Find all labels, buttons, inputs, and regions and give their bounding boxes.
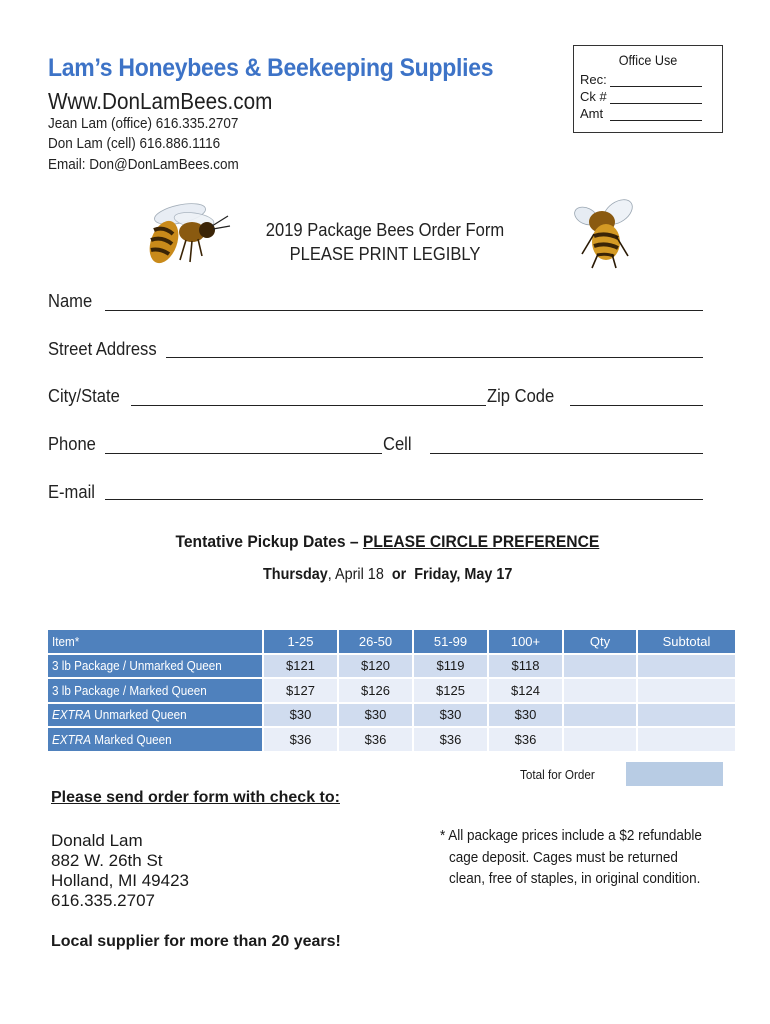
address-phone: 616.335.2707 [51, 891, 155, 910]
item-name: EXTRA Marked Queen [48, 728, 262, 751]
office-phone: Jean Lam (office) 616.335.2707 [48, 115, 239, 132]
price-cell: $121 [264, 655, 337, 678]
email-contact: Email: Don@DonLamBees.com [48, 156, 239, 173]
price-cell: $30 [339, 704, 412, 727]
cell-field[interactable] [430, 453, 703, 454]
city-state-field[interactable] [131, 405, 486, 406]
pickup-or: or [391, 566, 407, 583]
price-cell: $124 [489, 679, 562, 702]
price-cell: $36 [264, 728, 337, 751]
price-table [46, 628, 737, 753]
email-label: E-mail [48, 482, 95, 502]
pickup-emphasis: PLEASE CIRCLE PREFERENCE [362, 532, 600, 551]
table-row [48, 679, 735, 702]
cell-phone: Don Lam (cell) 616.886.1116 [48, 135, 221, 152]
table-row [48, 704, 735, 727]
qty-input[interactable] [564, 655, 636, 678]
office-check-line[interactable] [610, 103, 702, 104]
pickup-dates [41, 566, 734, 584]
email-field[interactable] [105, 499, 703, 500]
qty-input[interactable] [564, 728, 636, 751]
office-amount-line[interactable] [610, 120, 702, 121]
price-cell: $118 [489, 655, 562, 678]
city-state-label: City/State [48, 386, 120, 406]
office-check-label: Ck # [580, 89, 607, 104]
table-header-row [48, 630, 735, 653]
qty-input[interactable] [564, 679, 636, 702]
pickup-day-thursday[interactable]: Thursday [262, 566, 328, 583]
price-cell: $36 [489, 728, 562, 751]
item-name: EXTRA Unmarked Queen [48, 704, 262, 727]
form-subtitle: PLEASE PRINT LEGIBLY [289, 244, 481, 264]
local-supplier-tagline: Local supplier for more than 20 years! [51, 933, 341, 950]
header-26-50: 26-50 [339, 630, 412, 653]
pickup-date-may[interactable]: Friday, May 17 [414, 566, 513, 583]
name-field[interactable] [105, 310, 703, 311]
subtotal-input[interactable] [638, 704, 735, 727]
cell-label: Cell [383, 434, 412, 454]
office-amount-label: Amt [580, 106, 604, 121]
header-1-25: 1-25 [264, 630, 337, 653]
street-label: Street Address [48, 339, 157, 359]
office-rec-label: Rec: [580, 72, 607, 87]
company-name: Lam’s Honeybees & Beekeeping Supplies [48, 54, 494, 82]
price-cell: $119 [414, 655, 487, 678]
pickup-title [33, 532, 741, 552]
header-qty: Qty [564, 630, 636, 653]
address-name: Donald Lam [51, 831, 143, 850]
header-subtotal: Subtotal [638, 630, 735, 653]
price-cell: $30 [264, 704, 337, 727]
header-item: Item* [48, 630, 262, 653]
price-cell: $30 [414, 704, 487, 727]
header-100-plus: 100+ [489, 630, 562, 653]
price-cell: $120 [339, 655, 412, 678]
price-cell: $30 [489, 704, 562, 727]
deposit-note-line: cage deposit. Cages must be returned [449, 849, 678, 866]
total-input[interactable] [626, 762, 723, 786]
item-name: 3 lb Package / Unmarked Queen [48, 655, 262, 678]
table-row [48, 655, 735, 678]
item-name: 3 lb Package / Marked Queen [48, 679, 262, 702]
office-use-title: Office Use [618, 52, 678, 68]
deposit-note-line: * All package prices include a $2 refundable [440, 827, 702, 844]
subtotal-input[interactable] [638, 655, 735, 678]
office-use-box [573, 45, 723, 133]
price-cell: $36 [414, 728, 487, 751]
header-51-99: 51-99 [414, 630, 487, 653]
zip-label: Zip Code [487, 386, 555, 406]
subtotal-input[interactable] [638, 728, 735, 751]
zip-field[interactable] [570, 405, 703, 406]
table-row [48, 728, 735, 751]
price-cell: $127 [264, 679, 337, 702]
address-city: Holland, MI 49423 [51, 871, 189, 890]
price-cell: $126 [339, 679, 412, 702]
send-instructions: Please send order form with check to: [51, 789, 340, 806]
form-title: 2019 Package Bees Order Form [265, 220, 505, 240]
pickup-date-april[interactable]: , April 18 [327, 566, 384, 583]
address-street: 882 W. 26th St [51, 851, 163, 870]
total-label: Total for Order [520, 767, 595, 782]
website-link[interactable]: Www.DonLamBees.com [48, 88, 273, 114]
phone-field[interactable] [105, 453, 382, 454]
office-rec-line[interactable] [610, 86, 702, 87]
pickup-prefix: Tentative Pickup Dates – [175, 532, 363, 551]
name-label: Name [48, 291, 93, 311]
phone-label: Phone [48, 434, 96, 454]
price-cell: $125 [414, 679, 487, 702]
subtotal-input[interactable] [638, 679, 735, 702]
qty-input[interactable] [564, 704, 636, 727]
deposit-note-line: clean, free of staples, in original condition. [449, 870, 701, 887]
street-field[interactable] [166, 357, 703, 358]
price-cell: $36 [339, 728, 412, 751]
